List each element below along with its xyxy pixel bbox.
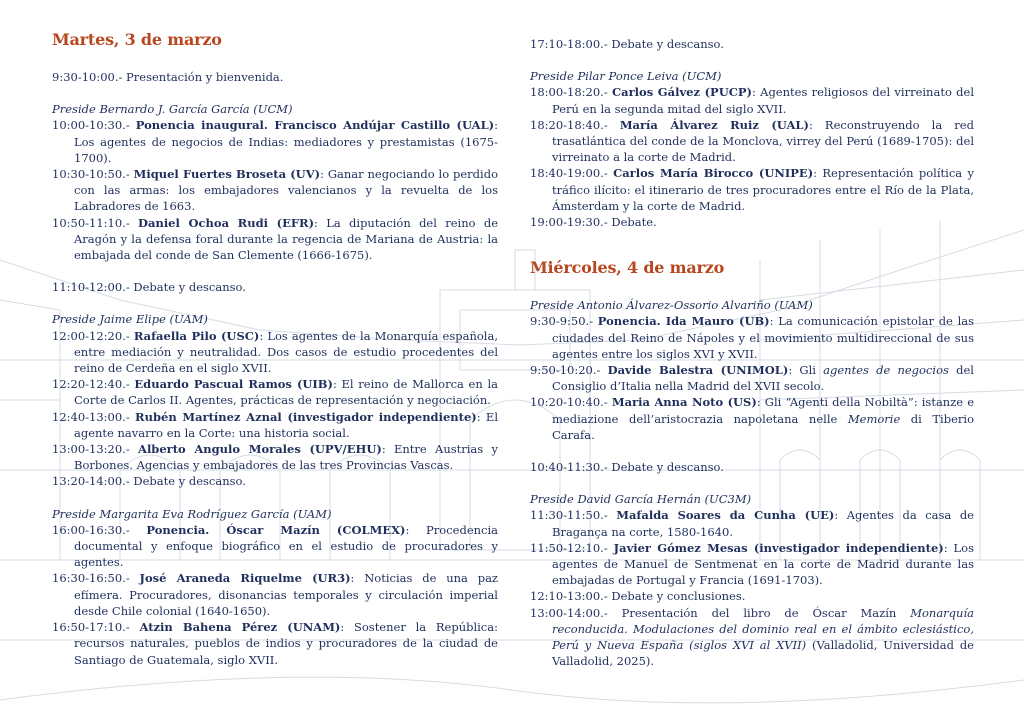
speaker-name: Carlos Gálvez (PUCP) xyxy=(612,85,752,100)
speaker-name: Rubén Martínez Aznal (investigador independiente) xyxy=(135,409,477,424)
opening-block xyxy=(52,69,498,85)
session-chair: Preside Pilar Ponce Leiva (UCM) xyxy=(530,69,722,84)
session-chair: Preside Bernardo J. García García (UCM) xyxy=(52,102,293,117)
session-chair: Preside Margarita Eva Rodríguez García (UAM) xyxy=(52,506,332,521)
speaker-name: Daniel Ochoa Rudi (EFR) xyxy=(138,215,315,230)
talk-entry: 12:00-12:20.- Rafaella Pilo (USC): Los agentes de la Monarquía española, entre mediación y neutralidad. Dos casos de estudio procedentes del reino de Cerdeña en el siglo XVII. xyxy=(52,328,498,376)
speaker-name: Alberto Angulo Morales (UPV/EHU) xyxy=(138,442,382,457)
break-block xyxy=(530,36,974,52)
talk-entry: 10:20-10:40.- Maria Anna Noto (US): Gli “Agenti della Nobiltà”: istanze e mediazione dell’aristocrazia napoletana nelle Memorie di Tiberio Carafa. xyxy=(530,395,974,442)
speaker-name: José Araneda Riquelme (UR3) xyxy=(139,571,351,586)
day-title-wednesday: Miércoles, 4 de marzo xyxy=(530,258,725,278)
session-block xyxy=(530,68,974,230)
talk-entry: 18:00-18:20.- Carlos Gálvez (PUCP): Agentes religiosos del virreinato del Perú en la segunda mitad del siglo XVII. xyxy=(530,85,974,116)
break-line: 19:00-19:30.- Debate. xyxy=(530,215,657,230)
talk-entry: 12:40-13:00.- Rubén Martínez Aznal (investigador independiente): El agente navarro en la Corte: una historia social. xyxy=(52,409,498,440)
session-chair: Preside Antonio Álvarez-Ossorio Alvariño (UAM) xyxy=(530,298,813,313)
talk-entry: 10:30-10:50.- Miquel Fuertes Broseta (UV): Ganar negociando lo perdido con las armas: los embajadores valencianos y la revuelta de los Labradores de 1663. xyxy=(52,167,498,214)
talk-entry: 13:00-13:20.- Alberto Angulo Morales (UPV/EHU): Entre Austrias y Borbones. Agencias y embajadores de las tres Provincias Vascas. xyxy=(52,442,498,473)
talk-entry: 10:00-10:30.- Ponencia inaugural. Francisco Andújar Castillo (UAL): Los agentes de negocios de Indias: mediadores y prestamistas (1675-1700). xyxy=(52,118,498,165)
talk-entry: 9:50-10:20.- Davide Balestra (UNIMOL): Gli agentes de negocios del Consiglio d’Italia nella Madrid del XVII secolo. xyxy=(530,363,974,394)
break-line: 10:40-11:30.- Debate y descanso. xyxy=(530,460,724,475)
speaker-name: Atzin Bahena Pérez (UNAM) xyxy=(139,620,341,635)
talk-entry: 18:40-19:00.- Carlos María Birocco (UNIPE): Representación política y tráfico ilícito: el itinerario de tres procuradores entre el Río de la Plata, Ámsterdam y la corte de Madrid. xyxy=(530,166,974,213)
break-line: 13:20-14:00.- Debate y descanso. xyxy=(52,474,246,489)
session-chair: Preside David García Hernán (UC3M) xyxy=(530,492,752,507)
break-block xyxy=(52,279,498,295)
break-block xyxy=(530,459,974,475)
session-block xyxy=(52,101,498,263)
speaker-name: Ponencia. Óscar Mazín (COLMEX) xyxy=(146,522,406,537)
talk-entry: 18:20-18:40.- María Álvarez Ruiz (UAL): Reconstruyendo la red trasatlántica del conde de la Monclova, virrey del Perú (1689-1705): del virreinato a la corte de Madrid. xyxy=(530,117,974,165)
speaker-name: Rafaella Pilo (USC) xyxy=(133,328,260,343)
session-block xyxy=(530,491,974,669)
speaker-name: Miquel Fuertes Broseta (UV) xyxy=(133,167,321,182)
book-presentation-entry: 13:00-14:00.- Presentación del libro de Óscar Mazín Monarquía reconducida. Modulaciones del dominio real en el ámbito eclesiástico, Perú y Nueva España (siglos XVI al XVII) (Valladolid, Universidad de Valladolid, 2025). xyxy=(530,605,974,669)
session-block xyxy=(52,311,498,489)
speaker-name: Carlos María Birocco (UNIPE) xyxy=(613,166,814,181)
talk-entry: 16:50-17:10.- Atzin Bahena Pérez (UNAM): Sostener la República: recursos naturales, pueblos de indios y procuradores de la ciudad de Santiago de Guatemala, siglo XVII. xyxy=(52,620,498,667)
session-block xyxy=(530,297,974,443)
talk-entry: 16:30-16:50.- José Araneda Riquelme (UR3): Noticias de una paz efímera. Procuradores, disonancias temporales y circulación imperial desde Chile colonial (1640-1650). xyxy=(52,571,498,618)
talk-entry: 9:30-9:50.- Ponencia. Ida Mauro (UB): La comunicación epistolar de las ciudades del Reino de Nápoles y el movimiento multidireccional de sus agentes entre los siglos XVI y XVII. xyxy=(530,314,975,361)
conclusions-line: 12:10-13:00.- Debate y conclusiones. xyxy=(530,589,746,604)
left-column xyxy=(52,30,498,668)
break-line: 17:10-18:00.- Debate y descanso. xyxy=(530,37,724,51)
speaker-name: María Álvarez Ruiz (UAL) xyxy=(619,117,809,132)
day-title-tuesday: Martes, 3 de marzo xyxy=(52,30,222,49)
session-block xyxy=(52,506,498,668)
speaker-name: Davide Balestra (UNIMOL) xyxy=(607,363,789,378)
speaker-name: Maria Anna Noto (US) xyxy=(611,395,757,410)
opening-line: 9:30-10:00.- Presentación y bienvenida. xyxy=(52,70,284,84)
talk-entry: 10:50-11:10.- Daniel Ochoa Rudi (EFR): La diputación del reino de Aragón y la defensa foral durante la regencia de Mariana de Austria: la embajada del conde de San Clemente (1666-1675). xyxy=(52,215,499,263)
talk-entry: 11:50-12:10.- Javier Gómez Mesas (investigador independiente): Los agentes de Manuel de Sentmenat en la corte de Madrid durante las embajadas de Portugal y Francia (1691-1703). xyxy=(530,540,974,588)
speaker-name: Eduardo Pascual Ramos (UIB) xyxy=(134,377,333,392)
speaker-name: Ponencia inaugural. Francisco Andújar Castillo (UAL) xyxy=(135,118,495,133)
speaker-name: Mafalda Soares da Cunha (UE) xyxy=(616,508,835,523)
break-line: 11:10-12:00.- Debate y descanso. xyxy=(52,280,246,295)
right-column xyxy=(530,30,974,670)
speaker-name: Ponencia. Ida Mauro (UB) xyxy=(597,314,770,329)
talk-entry: 12:20-12:40.- Eduardo Pascual Ramos (UIB): El reino de Mallorca en la Corte de Carlos II. Agentes, prácticas de representación y negociación. xyxy=(52,377,498,408)
speaker-name: Javier Gómez Mesas (investigador independiente) xyxy=(613,540,944,555)
talk-entry: 16:00-16:30.- Ponencia. Óscar Mazín (COLMEX): Procedencia documental y enfoque biográfico en el estudio de procuradores y agentes. xyxy=(52,522,499,570)
session-chair: Preside Jaime Elipe (UAM) xyxy=(52,312,208,327)
talk-entry: 11:30-11:50.- Mafalda Soares da Cunha (UE): Agentes da casa de Bragança na corte, 1580-1640. xyxy=(530,508,974,539)
